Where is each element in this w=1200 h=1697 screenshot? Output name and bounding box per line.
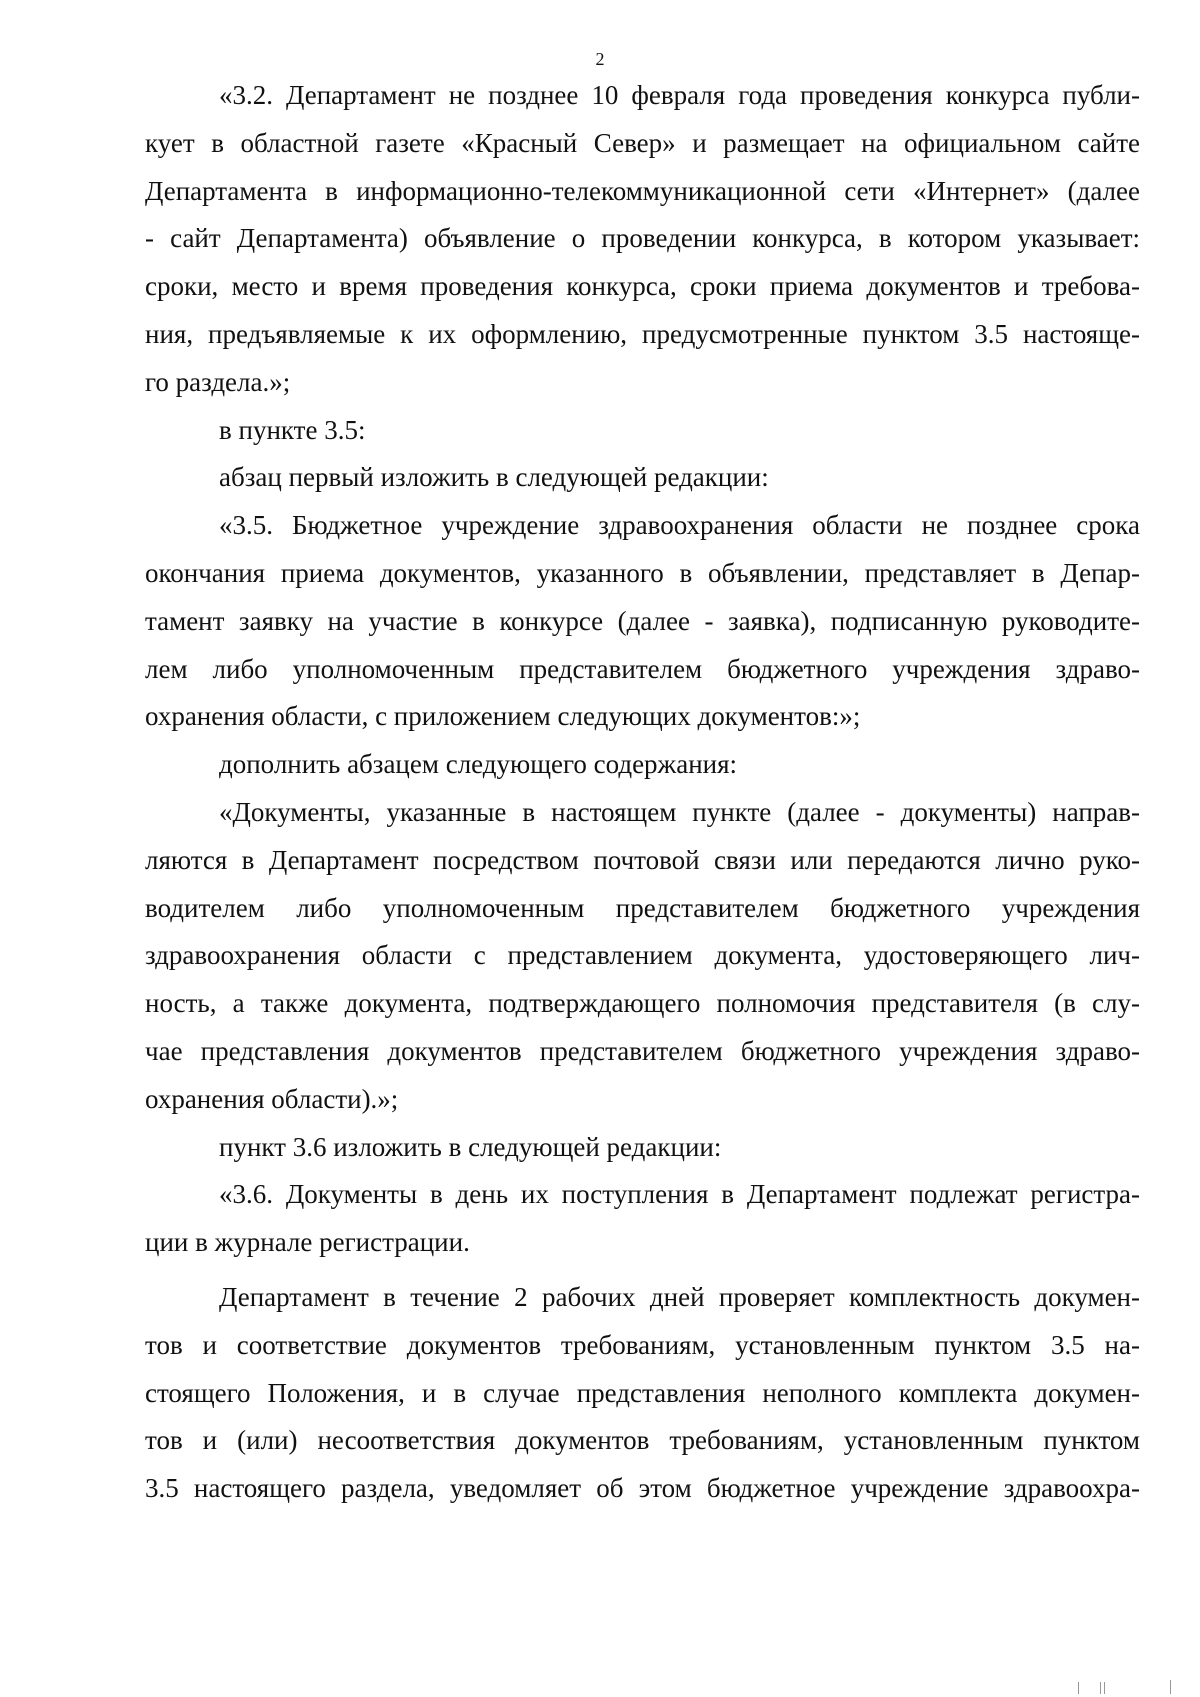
- document-body: [145, 72, 1140, 1513]
- text-line: сроки, место и время проведения конкурса, сроки приема документов и требова-: [145, 271, 1140, 302]
- text-line: 3.5 настоящего раздела, уведомляет об этом бюджетное учреждение здравоохра-: [145, 1473, 1140, 1504]
- text-line: ния, предъявляемые к их оформлению, предусмотренные пунктом 3.5 настояще-: [145, 318, 1140, 349]
- text-line: здравоохранения области с представлением документа, удостоверяющего лич-: [145, 940, 1140, 971]
- text-line: Департамент в течение 2 рабочих дней проверяет комплектность докумен-: [219, 1281, 1140, 1312]
- text-line: «3.2. Департамент не позднее 10 февраля года проведения конкурса публи-: [219, 80, 1140, 110]
- text-line: охранения области).»;: [145, 1083, 399, 1114]
- text-line: «3.5. Бюджетное учреждение здравоохранения области не позднее срока: [219, 510, 1140, 541]
- text-line: в пункте 3.5:: [219, 414, 366, 445]
- text-line: «3.6. Документы в день их поступления в Департамент подлежат регистра-: [219, 1179, 1140, 1210]
- scan-artifact-mark: [1078, 1682, 1079, 1694]
- text-line: кует в областной газете «Красный Север» и размещает на официальном сайте: [145, 127, 1140, 158]
- text-line: водителем либо уполномоченным представителем бюджетного учреждения: [145, 892, 1140, 923]
- scan-artifact-mark: [1100, 1682, 1101, 1694]
- text-line: тов и (или) несоответствия документов требованиям, установленным пунктом: [145, 1425, 1140, 1456]
- text-line: «Документы, указанные в настоящем пункте (далее - документы) направ-: [219, 796, 1140, 827]
- text-line: пункт 3.6 изложить в следующей редакции:: [219, 1131, 722, 1162]
- text-line: - сайт Департамента) объявление о проведении конкурса, в котором указывает:: [145, 223, 1140, 254]
- scan-artifact-mark: [1104, 1682, 1105, 1694]
- text-line: стоящего Положения, и в случае представления неполного комплекта докумен-: [145, 1377, 1140, 1408]
- text-line: тов и соответствие документов требованиям, установленным пунктом 3.5 на-: [145, 1329, 1140, 1360]
- page-number: 2: [595, 49, 605, 69]
- text-line: лем либо уполномоченным представителем бюджетного учреждения здраво-: [145, 653, 1140, 684]
- text-line: го раздела.»;: [145, 366, 291, 397]
- text-line: ции в журнале регистрации.: [145, 1227, 470, 1258]
- text-line: чае представления документов представителем бюджетного учреждения здраво-: [145, 1035, 1140, 1066]
- text-line: окончания приема документов, указанного в объявлении, представляет в Депар-: [145, 557, 1140, 588]
- text-line: тамент заявку на участие в конкурсе (далее - заявка), подписанную руководите-: [145, 605, 1140, 636]
- text-line: дополнить абзацем следующего содержания:: [219, 749, 738, 780]
- text-line: абзац первый изложить в следующей редакции:: [219, 462, 769, 493]
- text-line: Департамента в информационно-телекоммуникационной сети «Интернет» (далее: [145, 175, 1140, 206]
- text-line: ность, а также документа, подтверждающего полномочия представителя (в слу-: [145, 988, 1140, 1019]
- text-line: ляются в Департамент посредством почтовой связи или передаются лично руко-: [145, 844, 1140, 875]
- scan-artifact-mark: [1170, 1680, 1171, 1694]
- text-line: охранения области, с приложением следующих документов:»;: [145, 701, 861, 732]
